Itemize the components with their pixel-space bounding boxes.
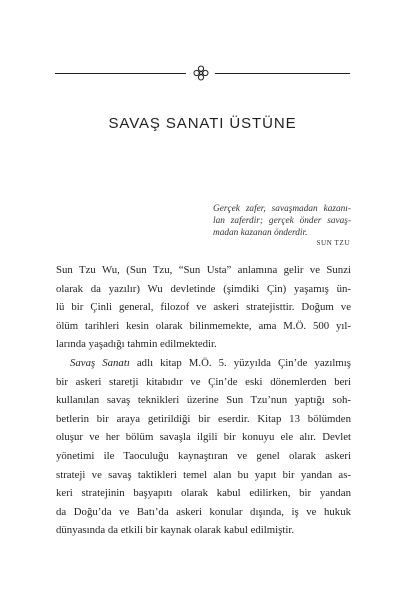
flower-ornament-icon [192, 64, 210, 82]
text-line [56, 354, 351, 373]
text-line: da Doğu’da ve Batı’da askeri konular dışında, iş ve hukuk [56, 505, 351, 518]
header-rule-left [55, 73, 186, 74]
text-line: larında yaşadığı tahmin edilmektedir. [56, 338, 217, 351]
body-text [56, 261, 351, 540]
text-line: kullanılan savaş teknikleri üzerine Sun Tzu’nun yaptığı soh- [56, 394, 351, 407]
epigraph-line: Gerçek zafer, savaşmadan kazanı- [213, 204, 351, 214]
text-line: dünyasında da etkili bir kaynak olarak kabul edilmiştir. [56, 524, 295, 537]
paragraph-2 [56, 354, 351, 540]
text-line: strateji ve savaş taktikleri temel alan bu yapıt bir yandan as- [56, 468, 351, 481]
text-line: lü bir Çinli general, filozof ve askeri stratejisttir. Doğum ve [56, 301, 351, 314]
epigraph-author: SUN TZU [316, 239, 350, 247]
epigraph-quote [213, 203, 351, 239]
text-line: keri stratejinin başyapıtı olarak kabul edilirken, bir yandan [56, 487, 351, 500]
text-line: ölüm tarihleri kesin olarak bilinmemekte, ama M.Ö. 500 yıl- [56, 319, 351, 332]
text-line: yönetimi ile Taoculuğu kaynaştıran ve genel olarak askeri [56, 449, 351, 462]
header-rule-right [215, 73, 350, 74]
text-line: Sun Tzu Wu, (Sun Tzu, “Sun Usta” anlamına gelir ve Sunzi [56, 264, 351, 276]
text-line: oluşur ve her bölüm savaşla ilgili bir konuyu ele alır. Devlet [56, 431, 351, 444]
text-line: bir askeri staretji kitabıdır ve Çin’de eski dönemlerden beri [56, 375, 351, 388]
text-line: olarak da yazılır) Wu devletinde (şimdiki Çin) yaşamış ün- [56, 282, 351, 295]
epigraph-line: lan zaferdir; gerçek önder savaş- [213, 216, 351, 226]
book-title: Savaş Sanatı [70, 356, 130, 369]
paragraph-1 [56, 261, 351, 354]
text-fragment: adlı kitap M.Ö. 5. yüzyılda Çin’de yazılmış [129, 356, 352, 369]
text-line: betlerin bir araya getirildiği bir eserdir. Kitap 13 bölümden [56, 412, 351, 425]
chapter-title: SAVAŞ SANATI ÜSTÜNE [108, 115, 297, 132]
epigraph-line: madan kazanan önderdir. [213, 228, 308, 238]
